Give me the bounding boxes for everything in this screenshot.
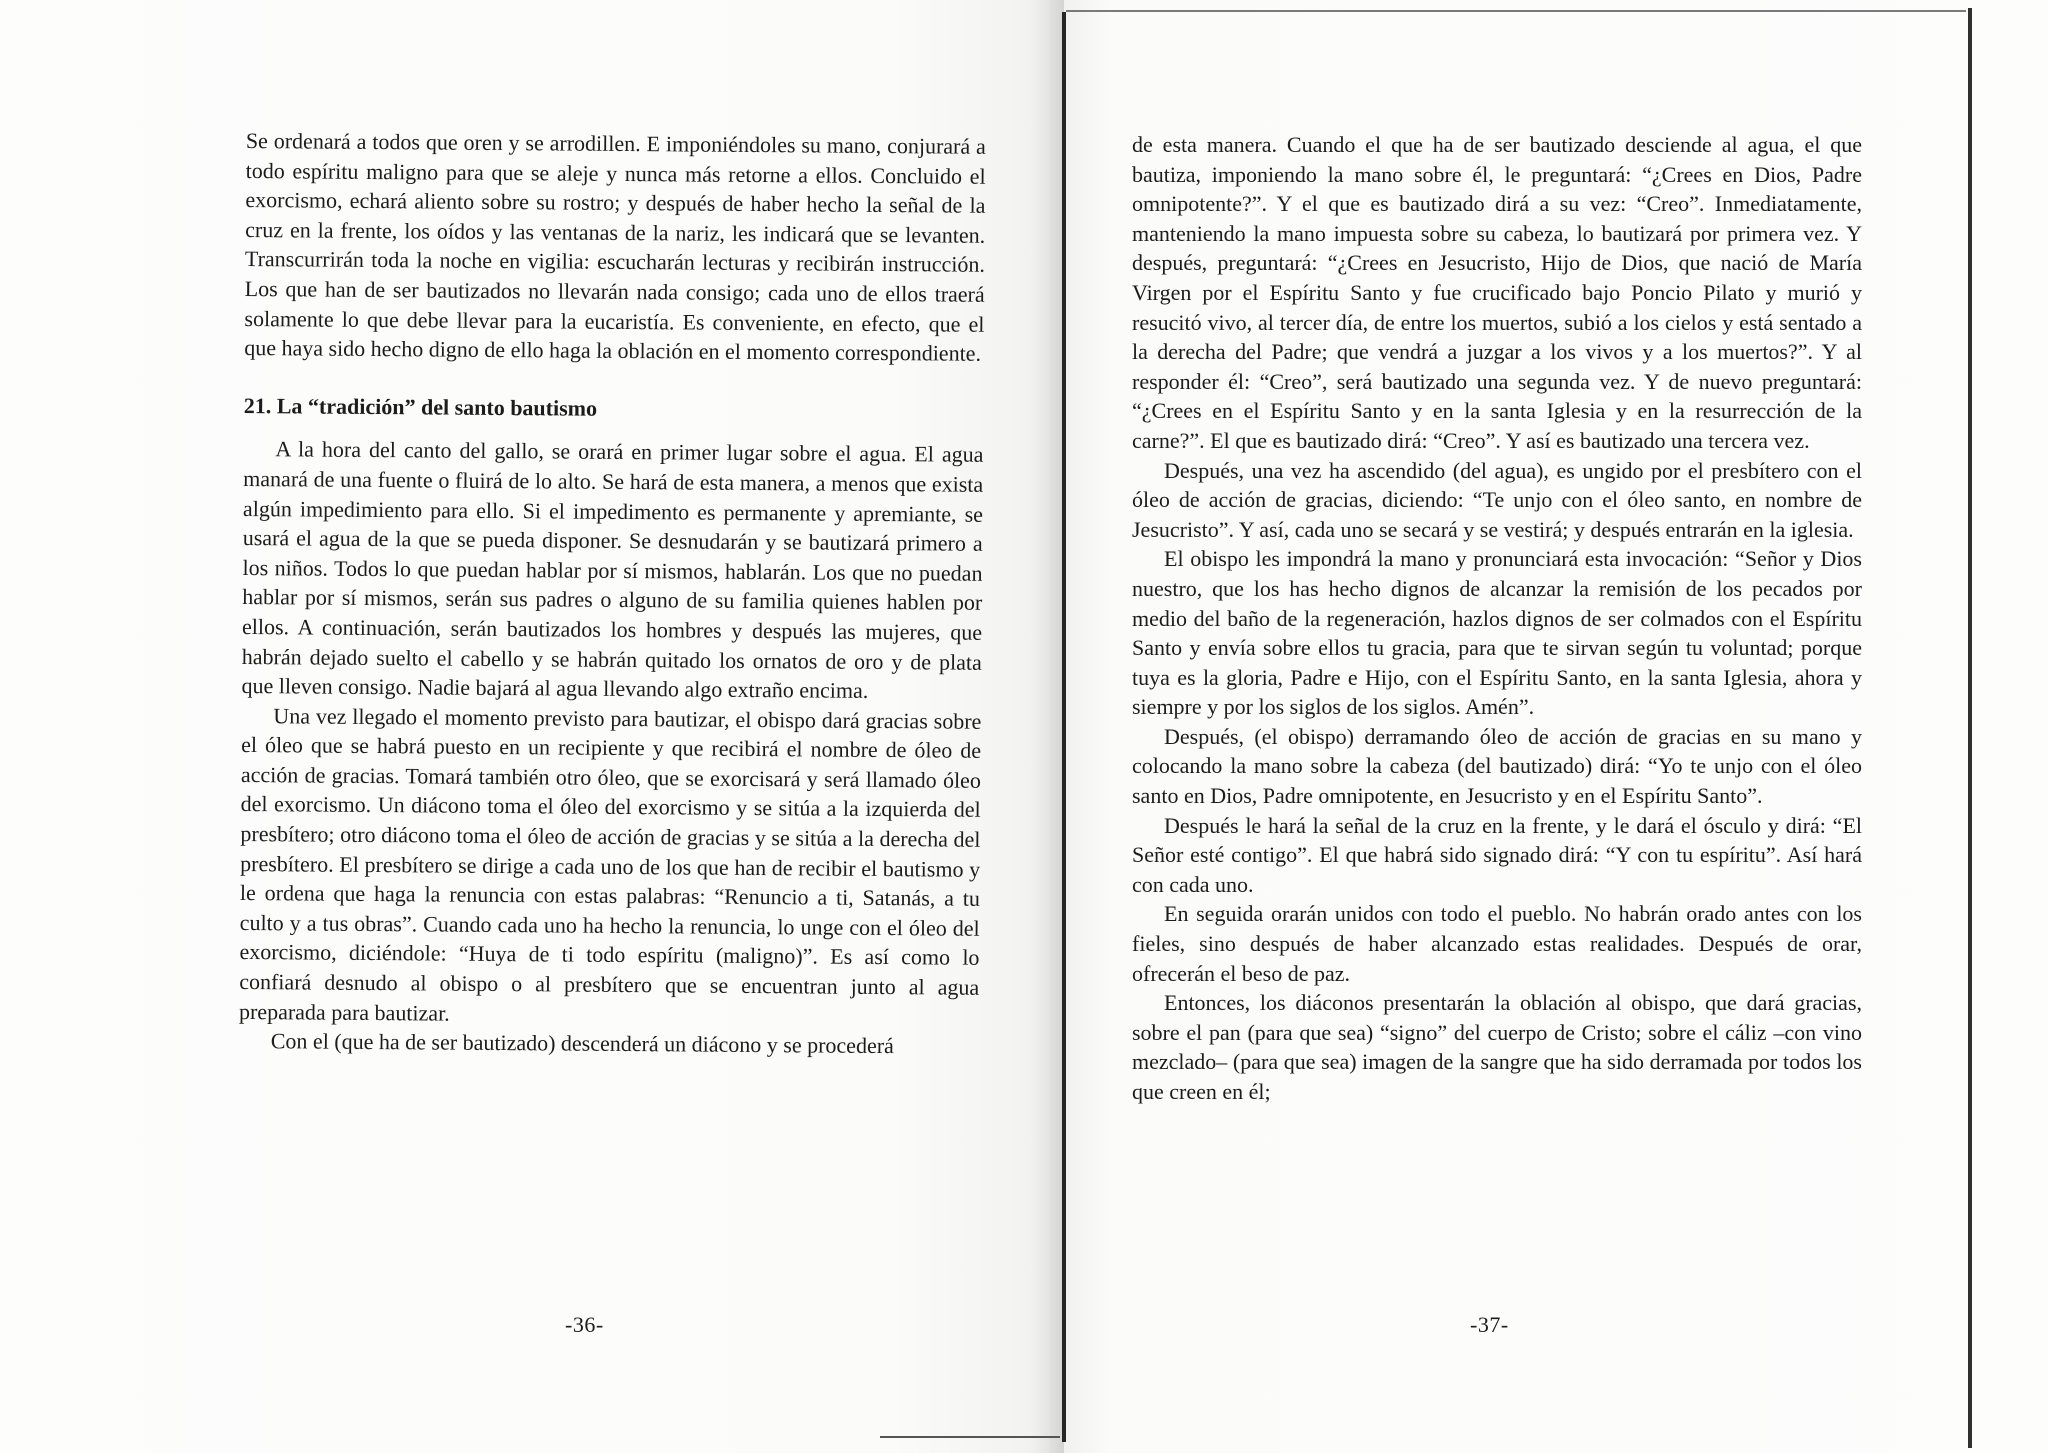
left-paragraph-3: Una vez llegado el momento previsto para bautizar, el obispo dará gracias sobre el óleo que se habrá puesto en un recipiente y que recibirá el nombre de óleo de acción de gracias. Tomará también otro óleo, que se exorcisará y será llamado óleo del exorcismo. Un diácono toma el óleo del exorcismo y se sitúa a la izquierda del presbítero; otro diácono toma el óleo de acción de gracias y se sitúa a la derecha del presbítero. El presbítero se dirige a cada uno de los que han de recibir el bautismo y le ordena que haga la renuncia con estas palabras: “Renuncio a ti, Satanás, a tu culto y a tus obras”. Cuando cada uno ha hecho la renuncia, lo unge con el óleo del exorcismo, diciéndole: “Huya de ti todo espíritu (maligno)”. Es así como lo confiará desnudo al obispo o al presbítero que se encuentran junto al agua preparada para bautizar. <box>238 702 982 1026</box>
right-paragraph-3: El obispo les impondrá la mano y pronunciará esta invocación: “Señor y Dios nuestro, que los has hecho dignos de alcanzar la remisión de los pecados por medio del baño de la regeneración, hazlos dignos de ser colmados con el Espíritu Santo y envía sobre ellos tu gracia, para que te sirvan según tu voluntad; porque tuya es la gloria, Padre e Hijo, con el Espíritu Santo, en la santa Iglesia, ahora y siempre y por los siglos de los siglos. Amén”. <box>1132 546 1862 720</box>
right-paragraph-6: En seguida orarán unidos con todo el pueblo. No habrán orado antes con los fieles, sino después de haber alcanzado estas realidades. Después de orar, ofrecerán el beso de paz. <box>1132 901 1862 986</box>
left-page-text <box>239 126 986 1062</box>
right-paragraph-5: Después le hará la señal de la cruz en la frente, y le dará el ósculo y dirá: “El Señor esté contigo”. El que habrá sido signado dirá: “Y con tu espíritu”. Así hará con cada uno. <box>1132 812 1862 897</box>
page-number-left: -36- <box>565 1312 604 1337</box>
binding-line <box>1062 12 1066 1442</box>
right-paragraph-1: de esta manera. Cuando el que ha de ser bautizado desciende al agua, el que bautiza, imponiendo la mano sobre él, le preguntará: “¿Crees en Dios, Padre omnipotente?”. Y el que es bautizado dirá a su vez: “Creo”. Inmediatamente, manteniendo la mano impuesta sobre su cabeza, lo bautizará por primera vez. Y después, preguntará: “¿Crees en Jesucristo, Hijo de Dios, que nació de María Virgen por el Espíritu Santo y fue crucificado bajo Poncio Pilato y murió y resucitó vivo, al tercer día, de entre los muertos, subió a los cielos y está sentado a la derecha del Padre; que vendrá a juzgar a los vivos y a los muertos?”. Y al responder él: “Creo”, será bautizado una segunda vez. Y de nuevo preguntará: “¿Crees en el Espíritu Santo y en la santa Iglesia y en la resurrección de la carne?”. El que es bautizado dirá: “Creo”. Y así es bautizado una tercera vez. <box>1132 132 1862 453</box>
right-paragraph-7: Entonces, los diáconos presentarán la oblación al obispo, que dará gracias, sobre el pan (para que sea) “signo” del cuerpo de Cristo; sobre el cáliz –con vino mezclado– (para que sea) imagen de la sangre que ha sido derramada por todos los que creen en él; <box>1132 990 1862 1104</box>
right-page-text <box>1132 130 1862 1107</box>
gutter-shadow <box>1030 0 1064 1453</box>
right-paragraph-2: Después, una vez ha ascendido (del agua), es ungido por el presbítero con el óleo de acción de gracias, diciendo: “Te unjo con el óleo santo, en nombre de Jesucristo”. Y así, cada uno se secará y se vestirá; y después entrarán en la iglesia. <box>1132 457 1862 542</box>
section-21 <box>239 391 984 1062</box>
page-number-right: -37- <box>1470 1312 1509 1337</box>
section-heading: 21. La “tradición” del santo bautismo <box>243 392 598 421</box>
left-paragraph-1: Se ordenará a todos que oren y se arrodillen. E imponiéndoles su mano, conjurará a todo espíritu maligno para que se aleje y nunca más retorne a ellos. Concluido el exorcismo, echará aliento sobre su rostro; y después de haber hecho la señal de la cruz en la frente, los oídos y las ventanas de la nariz, les indicará que se levanten. Transcurrirán toda la noche en vigilia: escucharán lecturas y recibirán instrucción. Los que han de ser bautizados no llevarán nada consigo; cada uno de ellos traerá solamente lo que debe llevar para la eucaristía. Es conveniente, en efecto, que el que haya sido hecho digno de ello haga la oblación en el momento correspondiente. <box>244 127 986 366</box>
left-paragraph-4: Con el (que ha de ser bautizado) descenderá un diácono y se procederá <box>270 1028 894 1059</box>
right-paragraph-4: Después, (el obispo) derramando óleo de acción de gracias en su mano y colocando la mano sobre la cabeza (del bautizado) dirá: “Yo te unjo con el óleo santo en Dios, Padre omnipotente, en Jesucristo y en el Espíritu Santo”. <box>1132 723 1862 809</box>
bottom-edge-line <box>880 1436 1060 1438</box>
right-edge-line <box>1968 8 1972 1448</box>
top-edge-line <box>1066 10 1966 12</box>
left-paragraph-2: A la hora del canto del gallo, se orará en primer lugar sobre el agua. El agua manará de una fuente o fluirá de lo alto. Se hará de esta manera, a menos que exista algún impedimiento para ello. Si el impedimento es permanente y apremiante, se usará el agua de la que se pueda disponer. Se desnudarán y se bautizará primero a los niños. Todos lo que puedan hablar por sí mismos, hablarán. Los que no puedan hablar por sí mismos, serán sus padres o alguno de su familia quienes hablen por ellos. A continuación, serán bautizados los hombres y después las mujeres, que habrán dejado suelto el cabello y se habrán quitado los ornatos de oro y de plata que lleven consigo. Nadie bajará al agua llevando algo extraño encima. <box>241 436 984 703</box>
